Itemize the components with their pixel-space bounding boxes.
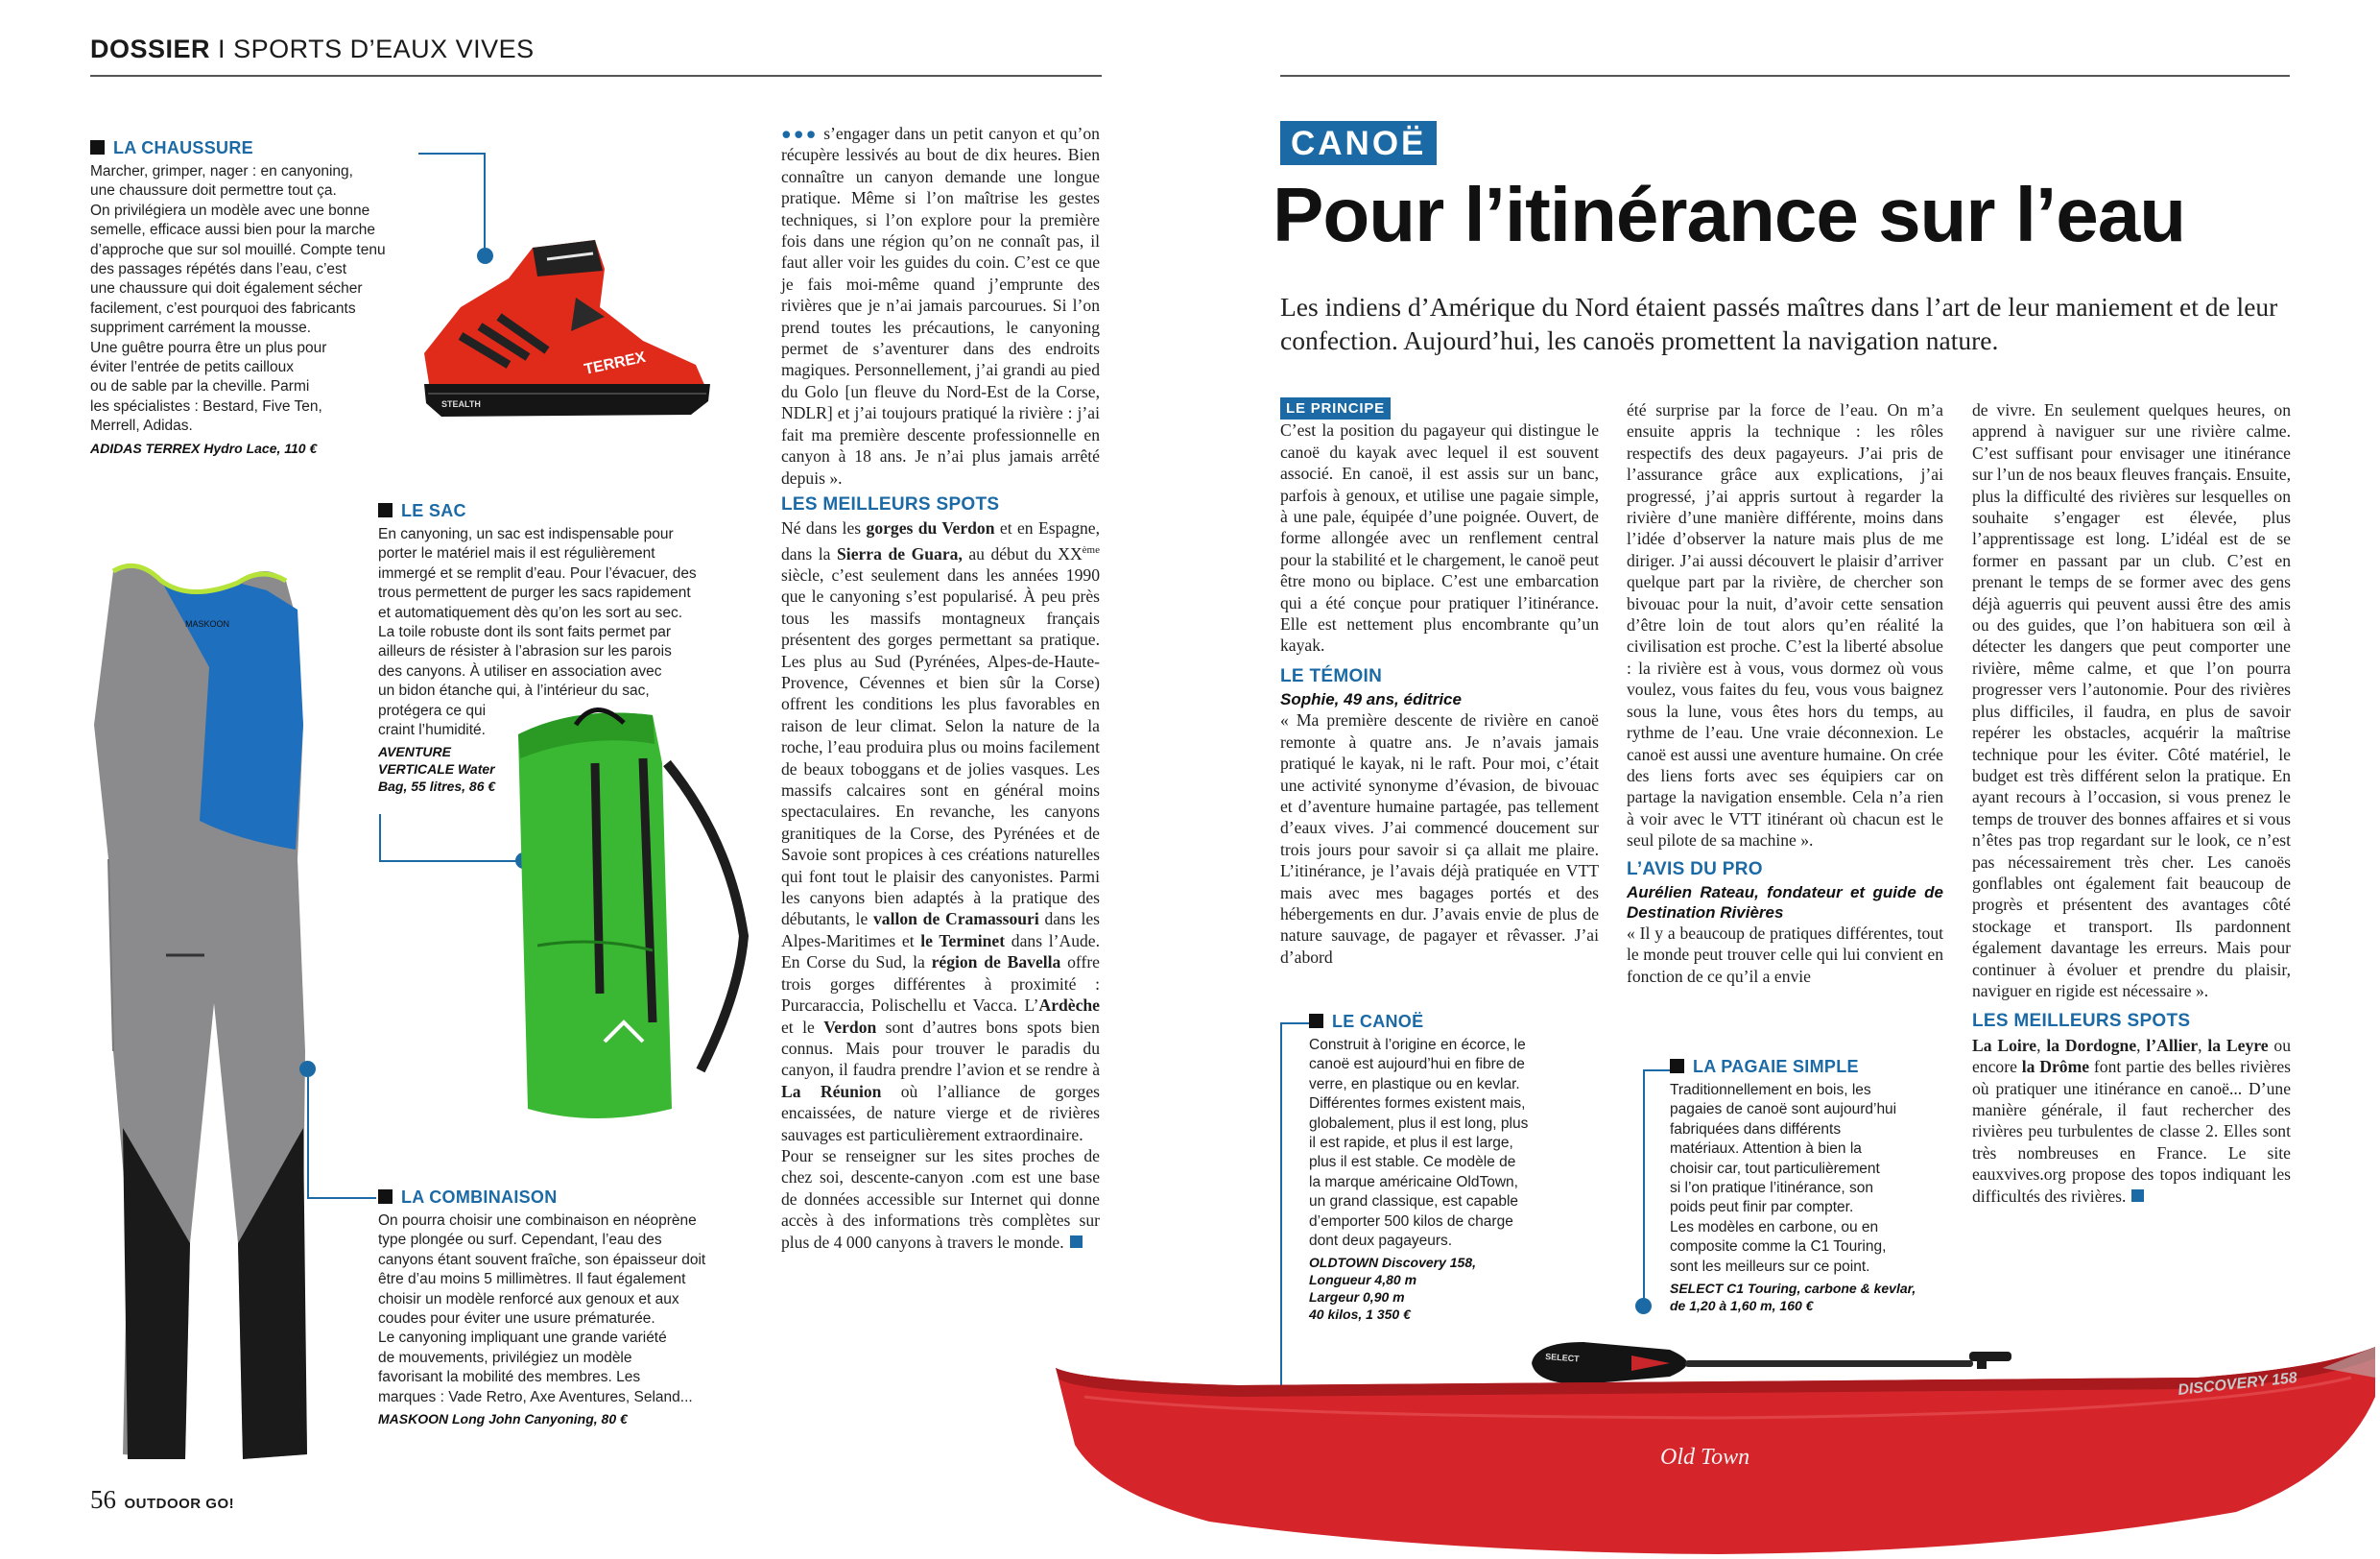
header-rule-right <box>1280 75 2290 77</box>
box-sac-caption: AVENTURE VERTICALE Water Bag, 55 litres, 86 € <box>378 744 496 795</box>
left-spots-paragraph-2: Pour se renseigner sur les sites proches de chez soi, descente-canyon .com est une base de données accessible sur Internet qui donne accès à des informations très complètes sur plus de 4 000 canyons à travers le monde. <box>781 1145 1100 1252</box>
avis-text: « Il y a beaucoup de pratiques différentes, tout le monde peut trouver celle qui lui convient en fonction de ce qu’il a envie <box>1627 923 1943 986</box>
temoin-person: Sophie, 49 ans, éditrice <box>1280 690 1462 709</box>
right-spots-title: LES MEILLEURS SPOTS <box>1972 1011 2191 1032</box>
canoe-model-text: DISCOVERY 158 <box>2177 1370 2298 1399</box>
box-chaussure <box>90 138 416 457</box>
temoin-text-continued: été surprise par la force de l’eau. On m’a ensuite appris la technique : les rôles respectifs des deux pagayeurs. J’ai pris de l’assurance grâce aux explications, j’ai progressé, j’ai appris surtout à regarder la rivière d’une manière différente, moins dans l’idée d’observer la nature mais plus de me diriger. J’ai aussi découvert le plaisir d’arriver quelque part par la rivière, de chercher son bivouac pour la nuit, d’avoir cette sensation d’être loin de tout alors qu’en réalité la civilisation est proche. C’est la liberté absolue : la rivière est à vous, vous dormez où vous voulez, vous faites du feu, vous vous baignez sous la lune, vous êtes hors du temps, au rythme de l’eau. Une vraie déconnexion. Le canoë est aussi une aventure humaine. On crée des liens forts avec ses équipiers car on partage la navigation ensemble. Cela n’a rien à voir avec le VTT itinérant où chacun est le seul pilote de sa machine ». <box>1627 400 1943 851</box>
header-topic: SPORTS D’EAUX VIVES <box>233 35 535 63</box>
box-pagaie-title: LA PAGAIE SIMPLE <box>1670 1057 1958 1077</box>
box-pagaie-body: Traditionnellement en bois, les pagaies de canoë sont aujourd’hui fabriquées dans différents matériaux. Attention à bien la choisir car, tout particulièrement si l’on pratique l’itinérance, son poids peut finir par compter. Les modèles en carbone, ou en composite comme la C1 Touring, sont les meilleurs sur ce point. <box>1670 1082 1897 1275</box>
square-bullet-icon <box>378 503 393 517</box>
box-canoe-body: Construit à l’origine en écorce, le canoë est aujourd’hui en fibre de verre, en plastique ou en kevlar. Différentes formes existent mais, globalement, plus il est long, plus il est rapide, et plus il est large, plus il est stable. Ce modèle de la marque américaine OldTown, un grand classique, est capable d’emporter 500 kilos de charge dont deux pagayeurs. <box>1309 1037 1529 1250</box>
page-header <box>90 35 535 64</box>
avis-text-continued: de vivre. En seulement quelques heures, on apprend à naviguer sur une rivière calme. C’est suffisant pour envisager une itinérance sur l’un de nos beaux fleuves français. Ensuite, plus la difficulté des rivières sur lesquelles on souhaite s’engager est élevée, plus l’apprentissage est long. L’idéal est de se former en passant par un club. C’est en prenant le temps de se former avec des gens déjà aguerris qui peuvent aussi être des amis ou des guides, que l’on habituera son œil à détecter les dangers que peut comporter une rivière, même calme, et que l’on pourra progresser vers l’autonomie. Pour des rivières plus difficiles, il faudra, en plus de savoir repérer les obstacles, acquérir la maîtrise technique pour les éviter. Côté matériel, le budget est très différent selon la pratique. En ayant recours à l’occasion, si vous prenez le temps de trouver des bonnes affaires et si vous n’êtes pas trop regardant sur le look, ce n’est pas nécessairement très cher. Les canoës gonflables ont également fait beaucoup de progrès et présentent des avantages côté stockage et transport. Ils pardonnent également davantage les erreurs. Mais pour continuer à évoluer et prendre du plaisir, naviguer en rigide est nécessaire ». <box>1972 400 2291 1000</box>
box-chaussure-caption: ADIDAS TERREX Hydro Lace, 110 € <box>90 440 318 456</box>
magazine-name: OUTDOOR GO! <box>124 1496 235 1512</box>
end-square-icon <box>1070 1235 1083 1248</box>
callout-dot-icon <box>1635 1298 1652 1314</box>
left-spots-title: LES MEILLEURS SPOTS <box>781 493 1000 515</box>
paddle-blade-text: SELECT <box>1544 1352 1580 1364</box>
shoe-sole-text: STEALTH <box>441 399 481 409</box>
bag-image <box>509 706 758 1128</box>
article-tag: CANOË <box>1280 121 1437 165</box>
box-combinaison <box>378 1187 733 1427</box>
box-pagaie-caption: SELECT C1 Touring, carbone & kevlar, de 1,20 à 1,60 m, 160 € <box>1670 1281 1916 1314</box>
left-text-column <box>781 123 1100 1253</box>
temoin-text: « Ma première descente de rivière en canoë remonte à quatre ans. Je n’avais jamais pratiqué le kayak, ni le raft. Pour moi, c’était une activité synonyme d’évasion, de bivouac et d’aventure humaine partagée, pas tellement d’eaux vives. J’ai commencé doucement sur trois jours pour savoir si ça allait me plaire. L’itinérance, je l’avais déjà pratiquée en VTT mais avec mes bagages portés et des hébergements en dur. J’avais envie de plus de nature sauvage, de pagayer et rêvasser. J’ai d’abord <box>1280 710 1599 967</box>
box-sac-title: LE SAC <box>378 501 733 521</box>
box-combinaison-caption: MASKOON Long John Canyoning, 80 € <box>378 1411 628 1427</box>
canoe-hull-text: Old Town <box>1660 1445 1750 1470</box>
temoin-title: LE TÉMOIN <box>1280 665 1383 686</box>
box-pagaie <box>1670 1057 1958 1314</box>
principe-tag: LE PRINCIPE <box>1280 396 1599 420</box>
principe-text: C’est la position du pagayeur qui distingue le canoë du kayak avec lequel il est souvent associé. En canoë, il est assis sur un banc, parfois à genoux, et utilise une pagaie simple, à une pale, équipée d’une poignée. Ouvert, de forme allongée avec un renflement central pour la stabilité et le chargement, le canoë peut être mono ou biplace. C’est une embarcation qui a été conçue pour pratiquer l’itinérance. Elle est nettement plus encombrante qu’un kayak. <box>1280 420 1599 656</box>
header-rule-left <box>90 75 1102 77</box>
header-section: DOSSIER <box>90 35 211 63</box>
box-sac-body: En canyoning, un sac est indispensable pour porter le matériel mais il est régulièrement immergé et se remplit d’eau. Pour l’évacuer, des trous permettent de purger les sacs rapidement et automatiquement dès qu’on les sort au sec. La toile robuste dont ils sont faits permet par ailleurs de résister à l’abrasion sur les parois des canyons. À utiliser en association avec un bidon étanche qui, à l’intérieur du sac, protégera ce qui craint l’humidité. <box>378 526 697 739</box>
shoe-image <box>403 240 720 422</box>
square-bullet-icon <box>378 1189 393 1204</box>
left-spots-paragraph: Né dans les gorges du Verdon et en Espagne, dans la Sierra de Guara, au début du XXème siècle, c’est seulement dans les années 1990 que le canyoning s’est popularisé. À peu près tous les massifs montagneux français présentent des gorges permettant sa pratique. Les plus au Sud (Pyrénées, Alpes-de-Haute-Provence, Cévennes et bien sûr la Corse) offrent les conditions les plus favorables en raison de leur climat. Selon la nature de la roche, l’eau produira plus ou moins facilement de beaux toboggans et de jolies vasques. Les massifs calcaires sont en général moins spectaculaires. En revanche, les canyons granitiques de la Corse, des Pyrénées et de Savoie sont propices à ces créations naturelles qui font tout le plaisir des canyonistes. Parmi les canyons bien adaptés à la pratique des débutants, le vallon de Cramassouri dans les Alpes-Maritimes et le Terminet dans l’Aude. En Corse du Sud, la région de Bavella offre trois gorges différentes à proximité : Purcaraccia, Polischellu et Vacca. L’Ardèche et le Verdon sont d’autres bons spots bien connus. Mais pour trouver le paradis du canyon, il faudra prendre l’avion et se rendre à La Réunion où l’alliance de gorges encaissées, de nature vierge et de rivières sauvages est particulièrement extraordinaire. <box>781 518 1100 1144</box>
avis-title: L’AVIS DU PRO <box>1627 858 1763 879</box>
square-bullet-icon <box>1309 1014 1323 1028</box>
box-canoe-caption: OLDTOWN Discovery 158, Longueur 4,80 m Largeur 0,90 m 40 kilos, 1 350 € <box>1309 1255 1477 1323</box>
callout-line <box>379 860 523 862</box>
box-canoe <box>1309 1012 1587 1323</box>
end-square-icon <box>2131 1189 2144 1202</box>
callout-line <box>307 1077 309 1197</box>
canoe-image <box>1046 1339 2380 1559</box>
box-combinaison-title: LA COMBINAISON <box>378 1187 733 1208</box>
square-bullet-icon <box>90 140 105 155</box>
article-column-2 <box>1627 399 1943 987</box>
right-spots-text: La Loire, la Dordogne, l’Allier, la Leyre ou encore la Drôme font partie des belles rivières où pratiquer une itinérance en canoë... D’une manière générale, il faut rechercher des rivières peu turbulentes de classe 2. Elles sont très nombreuses en France. Le site eauxvives.org propose des topos indiquant les difficultés des rivières. <box>1972 1035 2292 1206</box>
box-chaussure-title: LA CHAUSSURE <box>90 138 416 158</box>
header-separator: I <box>218 35 226 63</box>
box-chaussure-body: Marcher, grimper, nager : en canyoning, une chaussure doit permettre tout ça. On privilégiera un modèle avec une bonne semelle, efficace aussi bien pour la marche d’approche que sur sol mouillé. Compte tenu des passages répétés dans l’eau, c’est une chaussure qui doit également sécher facilement, c’est pourquoi des fabricants suppriment carrément la mousse. Une guêtre pourra être un plus pour éviter l’entrée de petits cailloux ou de sable par la cheville. Parmi les spécialistes : Bestard, Five Ten, Merrell, Adidas. <box>90 163 386 435</box>
page-number: 56 <box>90 1485 116 1514</box>
box-canoe-title: LE CANOË <box>1309 1012 1587 1032</box>
article-title: Pour l’itinérance sur l’eau <box>1273 172 2186 257</box>
article-lead: Les indiens d’Amérique du Nord étaient passés maîtres dans l’art de leur maniement et de leur confection. Aujourd’hui, les canoës promettent la navigation nature. <box>1280 292 2278 355</box>
square-bullet-icon <box>1670 1059 1684 1073</box>
wetsuit-brand-text: MASKOON <box>185 619 230 629</box>
callout-line <box>379 814 381 862</box>
callout-line <box>1643 1069 1645 1309</box>
shoe-brand-text: TERREX <box>583 348 648 378</box>
article-column-3 <box>1972 399 2291 1207</box>
callout-line <box>1643 1069 1670 1071</box>
wetsuit-image <box>46 552 363 1474</box>
page-footer <box>90 1485 234 1515</box>
callout-dot-icon <box>299 1061 316 1077</box>
callout-line <box>418 153 486 155</box>
article-column-1 <box>1280 396 1599 968</box>
left-column-intro: ●●● s’engager dans un petit canyon et qu’on récupère lessivés au bout de dix heures. Bien connaître un canyon demande une longue pratique. Même si l’on maîtrise les gestes techniques, si l’on explore pour la première fois dans une région qu’on ne connaît pas, il faut aller voir les guides du coin. C’est ce que je fais moi-même quand j’emprunte des rivières que je n’ai jamais parcourues. Si l’on prend toutes les précautions, le canyoning permet de s’aventurer dans des endroits magiques. Personnellement, j’ai grandi au pied du Golo [un fleuve du Nord-Est de la Corse, NDLR] et j’ai toujours pratiqué la rivière : j’ai fait ma première descente professionnelle en canyon à 18 ans. Je n’ai plus jamais arrêté depuis ». <box>781 124 1100 488</box>
continuation-dots-icon: ●●● <box>781 124 819 143</box>
box-combinaison-body: On pourra choisir une combinaison en néoprène type plongée ou surf. Cependant, l’eau des canyons étant souvent fraîche, son épaisseur doit être d’au moins 5 millimètres. Il faut également choisir un modèle renforcé aux genoux et aux coudes pour éviter une usure prématurée. Le canyoning impliquant une grande variété de mouvements, privilégiez un modèle favorisant la mobilité des membres. Les marques : Vade Retro, Axe Aventures, Seland... <box>378 1212 706 1405</box>
callout-line <box>307 1197 376 1199</box>
callout-line <box>1280 1022 1311 1024</box>
avis-person: Aurélien Rateau, fondateur et guide de Destination Rivières <box>1627 882 1943 922</box>
